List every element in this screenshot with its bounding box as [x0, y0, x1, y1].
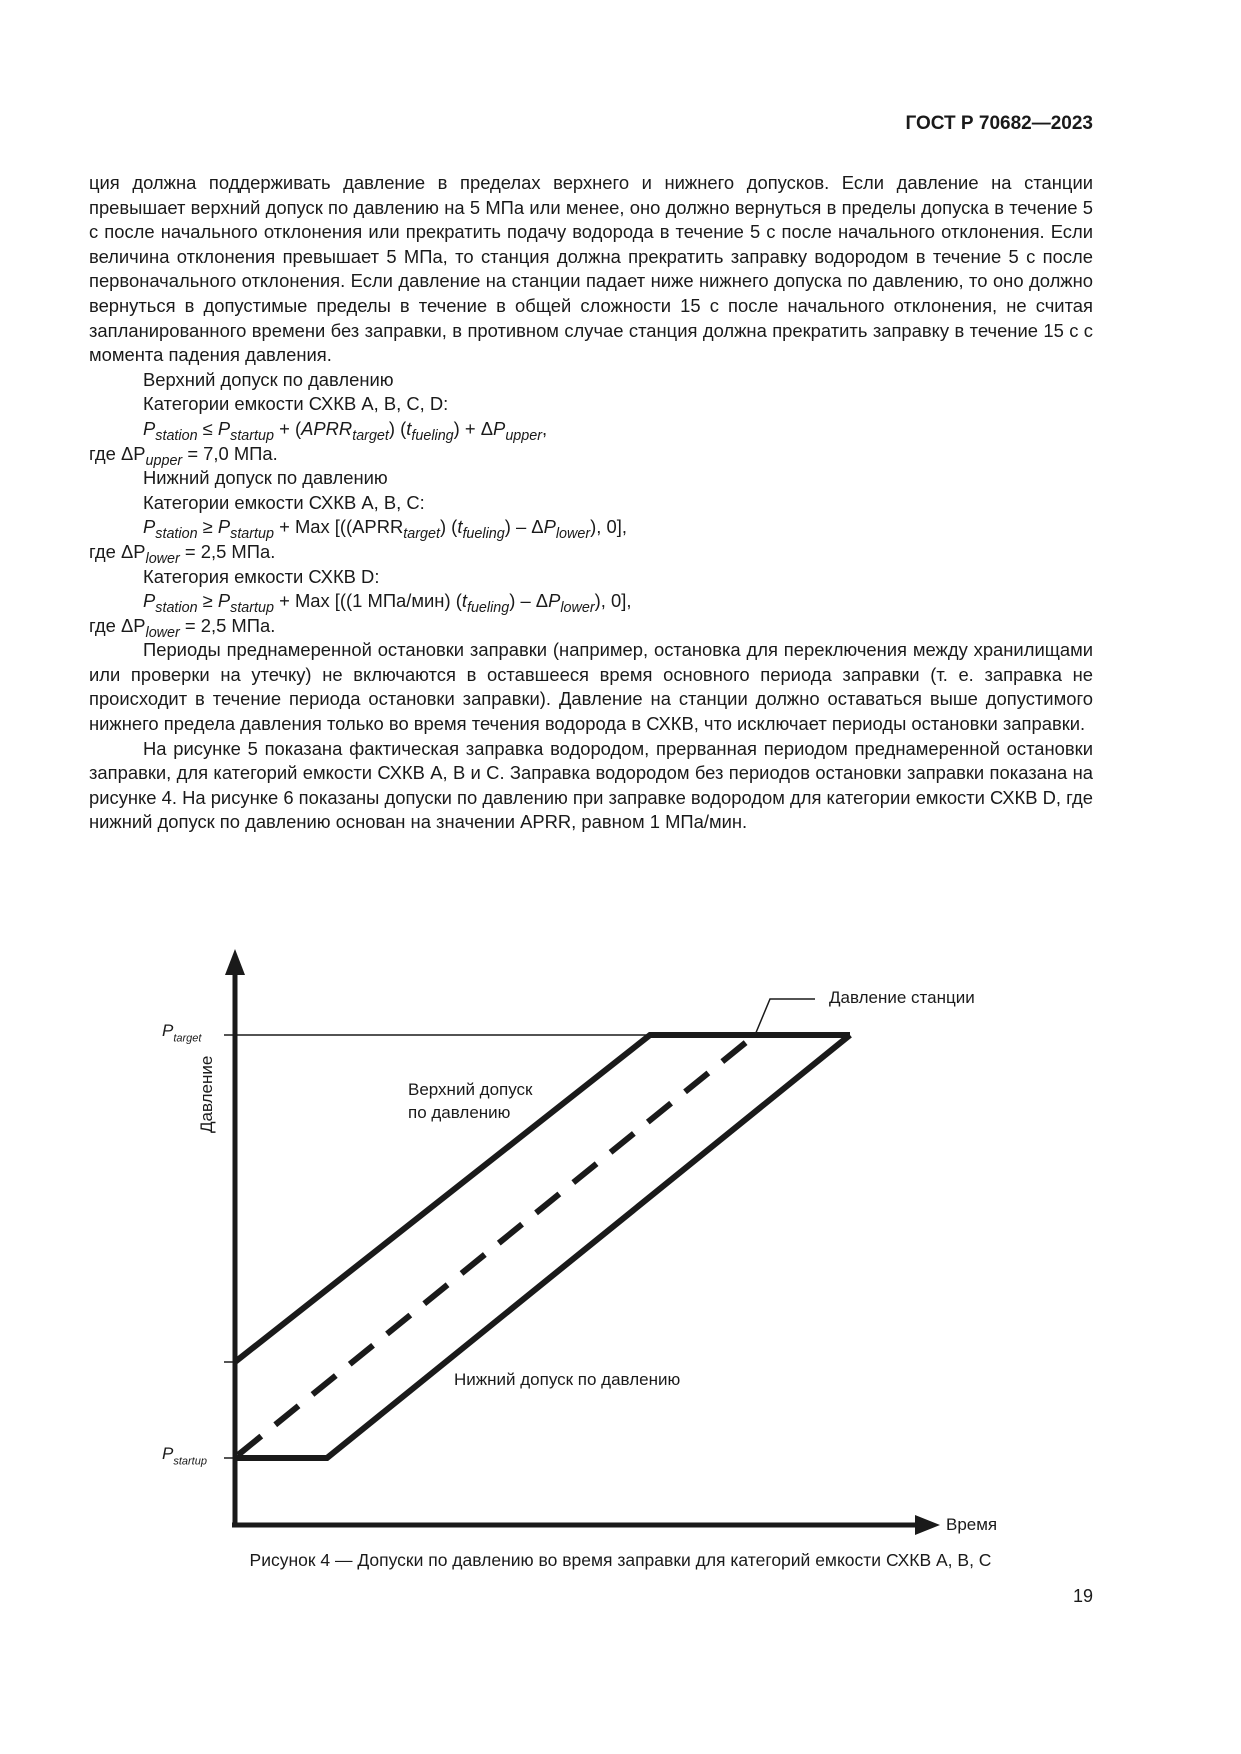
- formula-lower-abc: $P_{station} \ge P_{startup}$ + Max [($(APRR_{target})$ $(t_{fueling}) - \Delta P_{lower}$), 0],: [143, 516, 627, 543]
- document-id: ГОСТ Р 70682—2023: [905, 113, 1093, 134]
- paragraph: На рисунке 5 показана фактическая заправка водородом, прерванная периодом преднамеренной остановки заправки, для категорий емкости СХКВ А, В и С. Заправка водородом без периодов остановки заправки показана на рисунке 4. На рисунке 6 показаны допуски по давлению при заправке водородом для категории емкости СХКВ D, где нижний допуск по давлению основан на значении APRR, равном 1 МПа/мин.: [89, 737, 1093, 833]
- upper-tolerance-line: [235, 1035, 850, 1362]
- y-axis-arrow: [225, 949, 245, 975]
- formula-lower-d: $P_{station} \ge P_{startup}$ + Max [((1 МПа/мин) $(t_{fueling}) - \Delta P_{lower}$), 0],: [143, 590, 632, 617]
- where-lower-1: где $\Delta P_{lower} = 2,5$ МПа.: [89, 540, 276, 567]
- y-axis-label: Давление: [197, 1055, 216, 1133]
- x-axis-arrow: [915, 1515, 940, 1535]
- where-lower-2: где $\Delta P_{lower} = 2,5$ МПа.: [89, 614, 276, 641]
- p-target-label: $P_{target}$: [162, 1021, 202, 1045]
- paragraph: Периоды преднамеренной остановки заправки (например, остановка для переключения между хранилищами или проверки на утечку) не включаются в оставшееся время основного периода заправки (т. е. заправка не происходит в течение периода остановки заправки). Давление на станции должно оставаться выше допустимого нижнего предела давления только во время течения водорода в СХКВ, что исключает периоды остановки заправки.: [89, 639, 1093, 735]
- paragraph: ция должна поддерживать давление в пределах верхнего и нижнего допусков. Если давление на станции превышает верхний допуск по давлению на 5 МПа или менее, оно должно вернуться в пределы допуска в течение 5 с после начального отклонения или прекратить подачу водорода в течение 5 с после начального отклонения. Если величина отклонения превышает 5 МПа, то станция должна прекратить заправку водородом в течение 5 с после первоначального отклонения. Если давление на станции падает ниже нижнего допуска по давлению, то оно должно вернуться в допустимые пределы в течение в общей сложности 15 с после начального отклонения, не считая запланированного времени без заправки, в противном случае станция должна прекратить заправку в течение 15 с с момента падения давления.: [89, 172, 1093, 366]
- lower-categories-abc: Категории емкости СХКВ А, В, С:: [143, 491, 425, 513]
- figure-caption: Рисунок 4 — Допуски по давлению во время заправки для категорий емкости СХКВ А, В, С: [249, 1550, 992, 1570]
- formula-upper: $P_{station} \le P_{startup}$ + $(APRR_{target}) (t_{fueling}) + \Delta P_{upper}$,: [143, 417, 548, 444]
- lower-category-d: Категория емкости СХКВ D:: [143, 565, 380, 587]
- lower-tolerance-heading: Нижний допуск по давлению: [143, 467, 388, 489]
- body-text: [89, 171, 1093, 835]
- lower-tolerance-label: Нижний допуск по давлению: [454, 1370, 681, 1389]
- where-upper: где $\Delta P_{upper} = 7,0$ МПа.: [89, 442, 278, 469]
- upper-tolerance-label-line1: Верхний допуск: [408, 1080, 533, 1099]
- x-axis-label: Время: [946, 1515, 998, 1534]
- upper-tolerance-heading: Верхний допуск по давлению: [143, 368, 394, 390]
- upper-tolerance-label-line2: по давлению: [408, 1103, 511, 1122]
- station-pressure-leader: [755, 999, 815, 1035]
- figure-graphic: [150, 935, 1000, 1535]
- page-number: 19: [1072, 1586, 1093, 1606]
- station-pressure-label: Давление станции: [829, 988, 975, 1007]
- pressure-tolerance-figure: [150, 935, 1000, 1535]
- upper-categories: Категории емкости СХКВ А, В, С, D:: [143, 393, 449, 415]
- lower-tolerance-line: [235, 1035, 850, 1458]
- p-startup-label: $P_{startup}$: [162, 1444, 207, 1468]
